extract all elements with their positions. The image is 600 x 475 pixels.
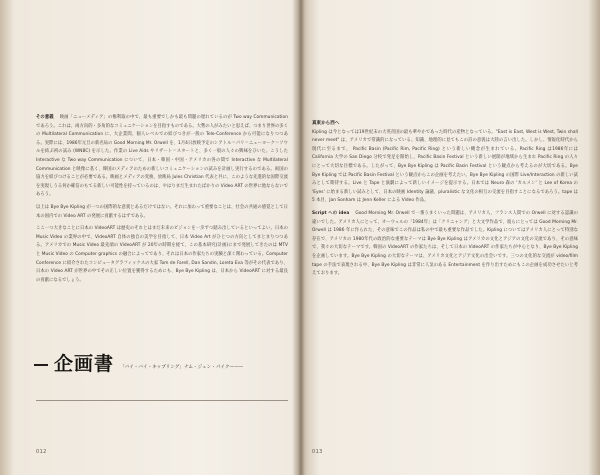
section-label-significance: その意義 bbox=[36, 115, 54, 120]
heading-rule bbox=[36, 400, 288, 401]
left-paragraph-1-text: 映画「ニューメディア」の権利取の中で、最も重要でしかも最も問題の遅れているのが Two way Communication であろう。これは、両方向的・多角的なコミュニケーションを目指すものである。大勢の人がみたいと思えば、つまり世界の多くの Multilateral Communication に、大企業間、個人レベルでの結びつきが一般の Tele-Conference から可能になりつつある。実際には、1986年元旦の新名局の Good Morning Mr. Orwell を、1月4日放映予定のシアトル＝パリ＝ニューヨーク＝ソウルを結ぶ初の試み (WNBC) を示した。作業の Live Aids やリザート＝スタートと、多く一般の人々の興味をひいた。こうした Interactive な Two way Communication について、日本・韓国・中国・アメリカの各の間で Interactive な Multilateral Communication と映像に基く、韓国のメディアのための新しいコミュニケーションの試みを計画し実行するのである。両国の協力を結びつけることが必要である。映画とメディアの変換、放映局 Jules Christian 代表と共に、このような先進的な国際交流を実現しうる何か確信のもてる新しい可能性を持っているのは、やはりまだ生まれたばかりの Video ART の世界に他ならないであろう。 bbox=[36, 115, 288, 198]
book-gutter bbox=[292, 0, 308, 475]
heading-dash bbox=[34, 364, 48, 366]
kikaku-title: 企画書 bbox=[54, 353, 115, 375]
right-body-text bbox=[312, 120, 578, 283]
right-paragraph-2-text: Good Morning Mr. Orwell で一番うまくいった問題は、アメリカ人、フランス人間での Orwell に対する認識の違いでした。アメリカ人にとって、オーウェルの「1984年」は「クリニャング」と大文学作品で、彼らにとっては Good Morning Mr. Orwell は 1986 年に作られた、その意味でこの作品は私の中で最も重要な作品でした。Kipling についてはアメリカ人にとって特別な存在で、アメリカの 1980年代の政治的な重要なテーマは Bye Bye Kipling はアメリカの文化とアジアの文化の交流であり、その意味で、我々の大切なテーマです。韓国の VideoART の作家たちは、そして日本の VideoART の作家たちが中心となり、Bye Bye Kipling を企画しています。Bye Bye Kipling の大切なテーマは、アメリカ文化とアジア文化の出会いです。三つの文化的な交流が video/film tape の手法で表現される中、Bye Bye Kipling は非常に人気のある Entertainment を作り出すためにもこの企画を成功させたいと考えております。 bbox=[312, 210, 579, 277]
left-body-text bbox=[36, 114, 288, 289]
left-paragraph-2: 以上は Bye Bye Kipling が一つの国際的な意義とあるだけではない。それに加わって重要なことは、社会の共通の感覚として日本の国内での Video ART の発展に貢献するはずである。 bbox=[36, 204, 288, 219]
right-page bbox=[300, 0, 600, 475]
section-label-script-idea: Script への idea bbox=[312, 210, 350, 216]
left-paragraph-3: ここ一つ大きなことに日本の VideoART は歴史のそれとはまだ未来のビジョンを一歩ずつ踏み出しているといってよい。日本の Music Video の業界の中で、VideoART 自体の独自の美学を目指して、日本 Video Art がひとつの方向としてまとまりつつある。アメリカでの Music Video 最先端の VideoART が 20年の時期を経て、この基本研究(計画)にまで発展してきたのは MTV と Music Video の Computer graphics の融合によってであり、それは日本の作家たちの実験と深く関わっている。Computer Conference に紹介されたコンピュータグラフィックスの大家 Tom de Farell, Dan Sandin, Loreta Eva 等がその代表であり、日本の Video ART が世界の中でその正しい位置を獲得するためにも、Bye Bye Kipling は、日本から VideoART に対する最良の貢献になるでしょう。 bbox=[36, 226, 288, 283]
right-paragraph-1-text: Kipling は今となっては19世紀末の大英帝国の最も華やかであった時代の産物となっている。"East is East, West is West, Twin shall never meet" は、アメリカで常識的になっている。知識、地理的に見てもこの詩の意義は大陸の言い出した。しかし、情報化時代から現代に至るまで、 Pacific Basin (Pacific Rim, Pacific Ring) という新しい概念が生まれている。Pacific Ring は1986年には California 大学の San Diego 分校で発足を開始し、Pacific Basin Festival という新しい展開が地域から生まれ Pacific Ring の人々にとって大切な目標である。したがって、Bye Bye Kipling は Pacific Basin Festival という観点から考えるのが大切である。Bye Bye Kipling では Pacific Basin Festival という観点からこの企画を考えたい。Bye Bye Kipling の国際 Live/Interaction の新しい試みとして期待する。Live と Tape と演劇によって新しいイメージを提示する。日本では Neuro 森の 'カルメン' と Lee of Korea の 'Eyes' に始まる新しい試みとして、日本の映画 Identity 論議、pluralistic な文化の相互の交流を目指すことになるであろう。tape は 5 本目、Jan Sonham は Jenn Keller による Video 作品。 bbox=[312, 129, 578, 204]
section-label-east-west: 真東から西へ bbox=[312, 121, 340, 126]
page-number-right: 013 bbox=[312, 449, 323, 455]
kikaku-heading bbox=[34, 354, 243, 374]
left-paragraph-1 bbox=[36, 114, 288, 200]
page-number-left: 012 bbox=[36, 449, 47, 455]
kikaku-subtitle: 「バイ・バイ・キップリング」ナム・ジュン・パイク——— bbox=[120, 365, 244, 370]
right-paragraph-1 bbox=[312, 120, 578, 206]
right-paragraph-2 bbox=[312, 210, 578, 279]
